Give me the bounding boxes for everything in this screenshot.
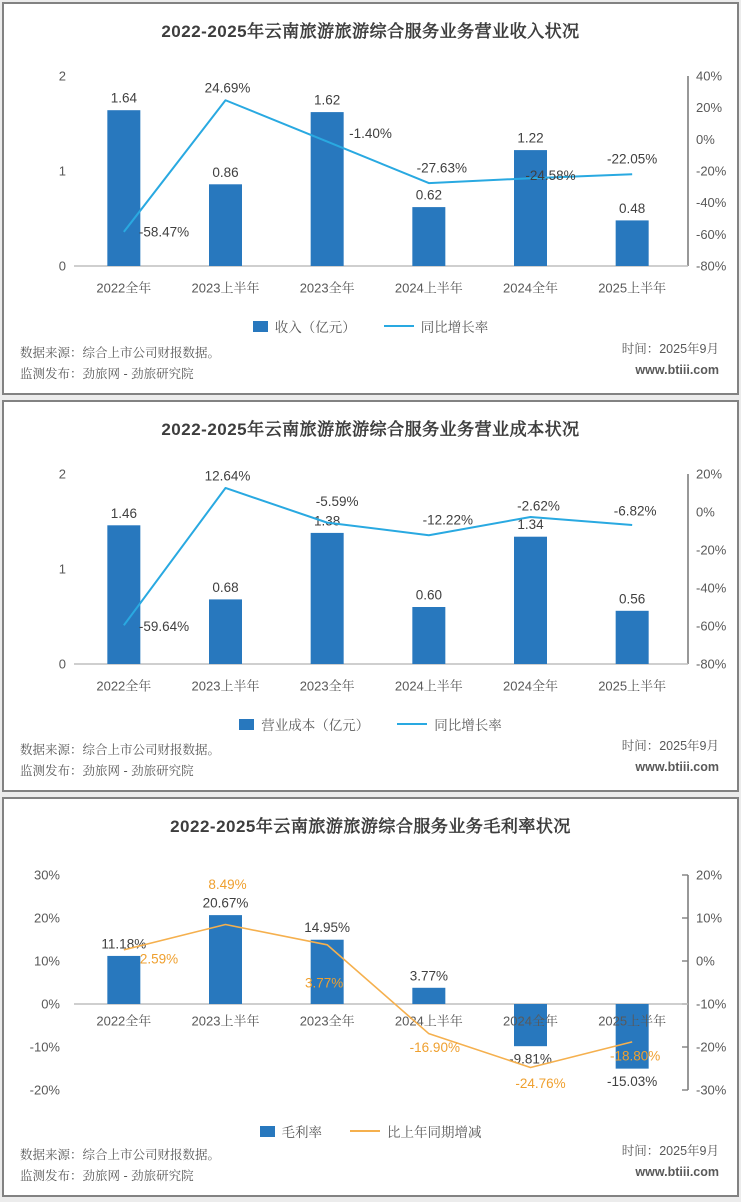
cost-chart-legend — [4, 714, 737, 734]
left-axis-tick-label: 10% — [33, 953, 60, 969]
x-category-label: 2024上半年 — [394, 1013, 463, 1029]
legend-label: 比上年同期增减 — [387, 1125, 482, 1140]
right-axis-tick-label: -40% — [696, 580, 727, 596]
bar — [412, 988, 445, 1004]
bar-value-label: 1.64 — [110, 90, 137, 106]
bar — [209, 184, 242, 266]
growth-line — [124, 924, 632, 1067]
bar-value-label: 0.62 — [415, 187, 442, 203]
legend-item-cost-bars — [239, 714, 369, 734]
line-value-label: -24.76% — [515, 1075, 566, 1091]
left-axis-tick-label: 2 — [58, 466, 66, 482]
x-category-label: 2023全年 — [299, 280, 355, 296]
x-category-label: 2023全年 — [299, 1013, 355, 1029]
x-category-label: 2024上半年 — [394, 280, 463, 296]
right-axis-tick-label: -40% — [696, 195, 727, 211]
footer-source — [20, 1145, 220, 1187]
right-axis-tick-label: -20% — [696, 542, 727, 558]
margin-chart-panel — [2, 797, 739, 1197]
line-value-label: -12.22% — [422, 512, 473, 528]
x-category-label: 2023上半年 — [191, 280, 260, 296]
bar — [311, 533, 344, 664]
line-value-label: -24.58% — [525, 167, 576, 183]
right-axis-tick-label: -80% — [696, 656, 727, 672]
bar — [311, 940, 344, 1004]
line-value-label: -16.90% — [409, 1040, 460, 1056]
left-axis-tick-label: 1 — [58, 561, 66, 577]
cost-chart-title: 2022-2025年云南旅游旅游综合服务业务营业成本状况 — [161, 420, 580, 439]
right-axis-tick-label: -80% — [696, 258, 727, 274]
x-category-label: 2023全年 — [299, 678, 355, 694]
right-axis-tick-label: 40% — [696, 68, 723, 84]
bar-swatch-icon — [253, 321, 268, 332]
x-category-label: 2024全年 — [503, 1013, 558, 1029]
growth-line — [124, 100, 632, 232]
bar — [209, 915, 242, 1004]
right-axis-tick-label: 0% — [696, 953, 715, 969]
website-text: www.btiii.com — [635, 760, 719, 774]
line-value-label: -22.05% — [607, 151, 658, 167]
time-text: 时间：2025年9月 — [621, 342, 719, 356]
x-category-label: 2023上半年 — [191, 678, 260, 694]
x-category-label: 2024全年 — [503, 280, 558, 296]
legend-label: 同比增长率 — [420, 320, 489, 335]
line-value-label: 24.69% — [204, 80, 251, 96]
bar-value-label: 1.62 — [314, 92, 341, 108]
legend-item-margin-bars — [260, 1121, 323, 1141]
revenue-chart-title: 2022-2025年云南旅游旅游综合服务业务营业收入状况 — [161, 22, 580, 41]
footer-meta — [622, 339, 719, 381]
bar-value-label: 1.38 — [314, 513, 341, 529]
legend-label: 营业成本（亿元） — [261, 718, 370, 733]
right-axis-tick-label: -10% — [696, 996, 727, 1012]
line-value-label: -1.40% — [349, 126, 392, 142]
x-category-label: 2024全年 — [503, 678, 558, 694]
x-category-label: 2022全年 — [96, 1013, 152, 1029]
bar-value-label: 0.48 — [619, 200, 646, 216]
left-axis-tick-label: 0 — [58, 258, 66, 274]
bar — [107, 956, 140, 1004]
line-value-label: 12.64% — [204, 468, 251, 484]
bar — [107, 110, 140, 266]
line-value-label: -5.59% — [315, 494, 359, 510]
legend-item-change-line — [350, 1121, 482, 1141]
right-axis-tick-label: 0% — [696, 504, 715, 520]
bar — [107, 525, 140, 664]
data-source-text: 数据来源：综合上市公司财报数据。 — [20, 1148, 221, 1162]
legend-label: 同比增长率 — [434, 718, 502, 733]
footer-meta — [622, 736, 719, 778]
publisher-text: 监测发布：劲旅网 - 劲旅研究院 — [20, 367, 194, 381]
line-value-label: 2.59% — [139, 951, 179, 967]
bar — [311, 112, 344, 266]
legend-label: 毛利率 — [281, 1125, 322, 1140]
bar — [412, 207, 445, 266]
website-text: www.btiii.com — [635, 1165, 719, 1179]
revenue-chart-legend — [4, 316, 737, 336]
bar — [412, 607, 445, 664]
bar-value-label: 0.86 — [212, 164, 239, 180]
legend-item-growth-line — [397, 714, 502, 734]
bar-value-label: 0.56 — [619, 591, 646, 607]
x-category-label: 2023上半年 — [191, 1013, 260, 1029]
publisher-text: 监测发布：劲旅网 - 劲旅研究院 — [20, 764, 194, 778]
bar — [616, 611, 649, 664]
line-swatch-icon — [350, 1130, 380, 1132]
bar-value-label: 20.67% — [202, 895, 249, 911]
bar — [616, 220, 649, 266]
revenue-chart-panel — [2, 2, 739, 395]
line-value-label: -18.80% — [610, 1048, 661, 1064]
margin-chart-legend — [4, 1121, 737, 1141]
time-text: 时间：2025年9月 — [621, 1144, 719, 1158]
footer-meta — [622, 1141, 719, 1183]
right-axis-tick-label: 20% — [696, 100, 723, 116]
margin-chart-title: 2022-2025年云南旅游旅游综合服务业务毛利率状况 — [170, 817, 571, 836]
left-axis-tick-label: 0% — [41, 996, 60, 1012]
bar — [514, 537, 547, 664]
bar-value-label: 1.22 — [517, 130, 544, 146]
left-axis-tick-label: 30% — [33, 867, 60, 883]
legend-label: 收入（亿元） — [274, 320, 356, 335]
right-axis-tick-label: 10% — [696, 910, 723, 926]
line-value-label: -6.82% — [613, 503, 657, 519]
publisher-text: 监测发布：劲旅网 - 劲旅研究院 — [20, 1169, 194, 1183]
left-axis-tick-label: -10% — [29, 1039, 60, 1055]
bar-value-label: 0.60 — [415, 587, 442, 603]
legend-item-growth-line — [384, 316, 489, 336]
left-axis-tick-label: -20% — [29, 1082, 60, 1098]
line-value-label: -59.64% — [138, 618, 190, 634]
cost-chart-panel — [2, 400, 739, 792]
bar-value-label: -15.03% — [607, 1074, 658, 1090]
bar-value-label: 1.46 — [110, 505, 137, 521]
bar-value-label: 0.68 — [212, 579, 239, 595]
bar-swatch-icon — [239, 719, 254, 730]
line-value-label: 8.49% — [208, 876, 247, 892]
line-swatch-icon — [397, 723, 427, 725]
x-category-label: 2025上半年 — [598, 280, 667, 296]
right-axis-tick-label: -30% — [696, 1082, 727, 1098]
x-category-label: 2024上半年 — [394, 678, 463, 694]
line-value-label: 3.77% — [305, 975, 344, 991]
x-category-label: 2025上半年 — [598, 1013, 667, 1029]
bar-swatch-icon — [260, 1126, 275, 1137]
data-source-text: 数据来源：综合上市公司财报数据。 — [20, 346, 221, 360]
bar-value-label: -9.81% — [509, 1051, 552, 1067]
footer-source — [20, 343, 220, 385]
left-axis-tick-label: 1 — [58, 163, 66, 179]
legend-item-revenue-bars — [253, 316, 356, 336]
bar-value-label: 1.34 — [517, 517, 544, 533]
line-swatch-icon — [384, 325, 414, 327]
left-axis-tick-label: 20% — [33, 910, 60, 926]
bar-value-label: 11.18% — [101, 936, 147, 952]
right-axis-tick-label: 20% — [696, 867, 723, 883]
right-axis-tick-label: 20% — [696, 466, 723, 482]
line-value-label: -27.63% — [416, 160, 467, 176]
bar-value-label: 3.77% — [409, 968, 448, 984]
bar — [209, 599, 242, 664]
right-axis-tick-label: -60% — [696, 618, 727, 634]
data-source-text: 数据来源：综合上市公司财报数据。 — [20, 743, 221, 757]
left-axis-tick-label: 2 — [58, 68, 66, 84]
x-category-label: 2025上半年 — [598, 678, 667, 694]
right-axis-tick-label: -60% — [696, 226, 727, 242]
left-axis-tick-label: 0 — [58, 656, 66, 672]
right-axis-tick-label: -20% — [696, 163, 727, 179]
line-value-label: -2.62% — [517, 498, 560, 514]
website-text: www.btiii.com — [635, 363, 719, 377]
right-axis-tick-label: 0% — [696, 131, 715, 147]
right-axis-tick-label: -20% — [696, 1039, 727, 1055]
bar-value-label: 14.95% — [304, 920, 351, 936]
x-category-label: 2022全年 — [96, 678, 152, 694]
x-category-label: 2022全年 — [96, 280, 152, 296]
footer-source — [20, 740, 220, 782]
line-value-label: -58.47% — [138, 224, 190, 240]
time-text: 时间：2025年9月 — [621, 739, 719, 753]
